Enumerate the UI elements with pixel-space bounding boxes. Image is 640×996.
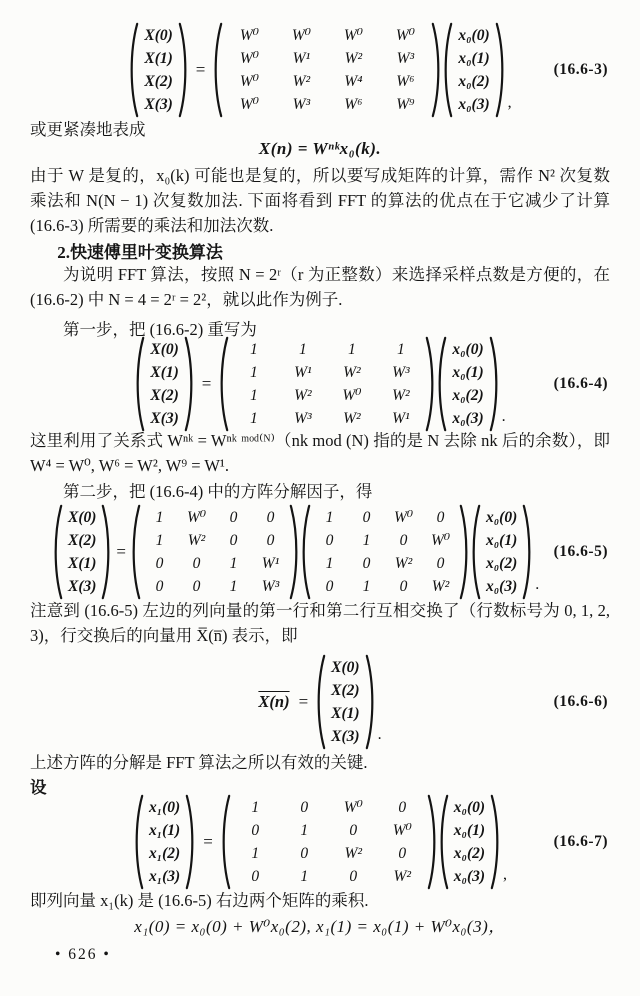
matrix-row: [223, 93, 431, 116]
matrix-cell: 0: [192, 578, 201, 595]
matrix-cell: W²: [294, 387, 312, 404]
right-paren-icon: [459, 504, 470, 600]
matrix-cell: W³: [392, 364, 410, 381]
rhs-vector: [453, 24, 494, 116]
matrix-cell: 0: [325, 532, 334, 549]
trailing-punctuation: ,: [503, 866, 508, 883]
vector-entry: X(2): [144, 73, 173, 90]
factor-matrix-b: [311, 506, 459, 598]
matrix-row: [311, 575, 459, 598]
left-paren-icon: [436, 336, 447, 432]
equation-body: [30, 334, 610, 434]
matrix-row: [229, 361, 425, 384]
matrix-cell: W⁰: [342, 387, 362, 404]
matrix-cell: W²: [344, 50, 363, 67]
matrix-cell: W⁶: [344, 96, 363, 113]
matrix-cell: 0: [325, 578, 334, 595]
matrix-row: [231, 842, 427, 865]
matrix-cell: 0: [300, 799, 309, 816]
matrix-cell: 1: [250, 410, 258, 427]
compact-intro-line: 或更紧凑地表成: [30, 120, 146, 139]
matrix-cell: 0: [229, 509, 238, 526]
trailing-punctuation: ,: [507, 94, 512, 111]
matrix-row: [231, 865, 427, 888]
right-paren-icon: [289, 504, 300, 600]
vector-entry: x₀(0): [452, 341, 484, 358]
right-paren-icon: [178, 22, 189, 118]
step1-lead-line: 第一步，把 (16.6-2) 重写为: [63, 320, 257, 339]
matrix-row: [311, 529, 459, 552]
right-paren-icon: [425, 336, 436, 432]
matrix-cell: 0: [349, 868, 358, 885]
vector-entry: x₀(2): [458, 73, 490, 90]
matrix-cell: W²: [343, 364, 361, 381]
page-number: • 626 •: [55, 946, 111, 963]
left-paren-icon: [128, 22, 139, 118]
vector-entry: x₀(1): [453, 822, 486, 839]
matrix-cell: 0: [399, 532, 408, 549]
let-label: 设: [30, 778, 47, 797]
matrix-cell: W⁰: [186, 509, 207, 526]
matrix-cell: W⁴: [344, 73, 363, 90]
matrix-cell: 0: [251, 822, 260, 839]
matrix-cell: W²: [392, 387, 410, 404]
vector-entry: X(0): [68, 509, 97, 526]
rhs-vector: [447, 338, 488, 430]
left-paren-icon: [134, 336, 145, 432]
vector-entry: x₀(0): [486, 509, 518, 526]
matrix-cell: W¹: [294, 364, 312, 381]
left-paren-icon: [212, 22, 223, 118]
matrix-cell: 1: [250, 364, 258, 381]
vector-entry: X(1): [144, 50, 173, 67]
vector-entry: X(0): [144, 27, 173, 44]
equation-label: (16.6-5): [553, 543, 608, 560]
equation-16-6-3: [30, 20, 610, 120]
matrix-cell: W²: [187, 532, 206, 549]
matrix-row: [311, 552, 459, 575]
matrix-cell: W⁰: [393, 509, 414, 526]
vector-entry: X(0): [331, 659, 360, 676]
vector-entry: X(1): [331, 705, 360, 722]
equals-sign: =: [203, 832, 213, 851]
matrix-cell: 0: [155, 578, 164, 595]
left-paren-icon: [442, 22, 453, 118]
matrix-cell: W⁰: [239, 96, 259, 113]
matrix-row: [141, 575, 289, 598]
matrix-cell: 0: [362, 509, 371, 526]
trailing-punctuation: .: [377, 726, 382, 743]
vector-entry: X(2): [331, 682, 360, 699]
equals-sign: =: [201, 374, 212, 393]
equals-sign: =: [116, 542, 127, 561]
equation-16-6-6: [30, 652, 610, 752]
vector-entry: x₁(3): [148, 868, 181, 885]
matrix-cell: 0: [399, 578, 408, 595]
left-paren-icon: [438, 794, 449, 890]
matrix-cell: W⁰: [395, 27, 415, 44]
matrix-cell: 1: [348, 341, 356, 358]
equals-sign: =: [195, 60, 206, 79]
right-paren-icon: [522, 504, 533, 600]
vector-entry: X(1): [150, 364, 179, 381]
matrix-cell: W³: [292, 96, 311, 113]
matrix-cell: W²: [343, 410, 361, 427]
equation-body: [30, 792, 610, 892]
factor-matrix: [231, 796, 427, 888]
matrix-cell: W³: [261, 578, 280, 595]
matrix-cell: W⁰: [343, 27, 363, 44]
matrix-cell: 0: [398, 845, 407, 862]
left-paren-icon: [52, 504, 63, 600]
vector-entry: x₁(0): [148, 799, 181, 816]
vector-entry: X(3): [150, 410, 179, 427]
vector-entry: x₀(0): [458, 27, 490, 44]
right-paren-icon: [101, 504, 112, 600]
equation-16-6-5: [30, 502, 610, 602]
matrix-cell: 1: [251, 845, 260, 862]
vector-entry: x₀(2): [453, 845, 486, 862]
vector-entry: x₀(3): [486, 578, 518, 595]
matrix-cell: W²: [394, 555, 413, 572]
matrix-cell: W⁰: [239, 27, 259, 44]
paragraph-key: 上述方阵的分解是 FFT 算法之所以有效的关键.: [30, 753, 368, 772]
matrix-cell: W⁰: [291, 27, 311, 44]
left-paren-icon: [220, 794, 231, 890]
matrix-cell: 0: [266, 532, 275, 549]
matrix-cell: W²: [393, 868, 412, 885]
left-paren-icon: [315, 654, 326, 750]
matrix-row: [141, 506, 289, 529]
vector-entry: X(0): [150, 341, 179, 358]
matrix-row: [229, 407, 425, 430]
trailing-punctuation: .: [501, 408, 506, 425]
matrix-cell: 1: [362, 578, 371, 595]
paragraph-mod-relation: 这里利用了关系式 Wⁿᵏ = Wⁿᵏ ᵐᵒᵈ⁽ᴺ⁾（nk mod (N) 指的是 N 去除 nk 后的余数），即 W⁴ = W⁰, W⁶ = W², W⁹ = W¹.: [30, 431, 610, 475]
right-paren-icon: [184, 336, 195, 432]
vector-entry: X(3): [331, 728, 360, 745]
vector-entry: x₀(1): [486, 532, 518, 549]
matrix-cell: 0: [362, 555, 371, 572]
matrix-cell: W⁹: [396, 96, 415, 113]
vector-entry: x₀(2): [486, 555, 518, 572]
matrix-cell: 0: [300, 845, 309, 862]
left-paren-icon: [300, 504, 311, 600]
vector-entry: x₀(3): [452, 410, 484, 427]
left-paren-icon: [218, 336, 229, 432]
compact-equation: X(n) = Wⁿᵏx₀(k).: [258, 139, 382, 158]
matrix-cell: 1: [250, 387, 258, 404]
matrix-row: [231, 796, 427, 819]
matrix-cell: 1: [251, 799, 260, 816]
matrix-cell: 0: [398, 799, 407, 816]
matrix-cell: W⁶: [396, 73, 415, 90]
vector-entry: x₀(1): [452, 364, 484, 381]
matrix-cell: 0: [436, 555, 445, 572]
section-heading: 2.快速傅里叶变换算法: [57, 243, 223, 262]
left-paren-icon: [133, 794, 144, 890]
right-paren-icon: [495, 22, 506, 118]
matrix-cell: 0: [192, 555, 201, 572]
matrix-cell: 1: [325, 509, 334, 526]
right-paren-icon: [427, 794, 438, 890]
equation-16-6-4: [30, 334, 610, 434]
matrix-cell: 0: [229, 532, 238, 549]
matrix-cell: W²: [344, 845, 363, 862]
equation-body: [30, 502, 610, 602]
vector-entry: X(2): [150, 387, 179, 404]
butterfly-equation: x₁(0) = x₀(0) + W⁰x₀(2), x₁(1) = x₀(1) + W⁰x₀(3)，: [134, 917, 506, 936]
matrix-cell: 1: [155, 509, 164, 526]
vector-entry: x₁(2): [148, 845, 181, 862]
matrix-row: [223, 24, 431, 47]
vector-entry: x₀(0): [453, 799, 486, 816]
rhs-vector: [481, 506, 522, 598]
matrix-cell: 0: [155, 555, 164, 572]
equation-label: (16.6-7): [553, 833, 608, 850]
w-matrix: [229, 338, 425, 430]
step2-lead-line: 第二步，把 (16.6-4) 中的方阵分解因子，得: [63, 482, 373, 501]
trailing-punctuation: .: [535, 576, 540, 593]
matrix-cell: W⁰: [239, 73, 259, 90]
left-paren-icon: [130, 504, 141, 600]
matrix-cell: W⁰: [430, 532, 451, 549]
matrix-cell: W²: [431, 578, 450, 595]
matrix-cell: 1: [155, 532, 164, 549]
lhs-vector: [145, 338, 183, 430]
matrix-cell: 0: [349, 822, 358, 839]
vector-entry: x₀(3): [458, 96, 490, 113]
w-matrix: [223, 24, 431, 116]
matrix-row: [223, 70, 431, 93]
right-paren-icon: [489, 336, 500, 432]
matrix-cell: W⁰: [239, 50, 259, 67]
matrix-cell: W¹: [392, 410, 410, 427]
paragraph-row-swap: 注意到 (16.6-5) 左边的列向量的第一行和第二行互相交换了（行数标号为 0, 1, 2, 3)，行交换后的向量用 X̅(n̅) 表示，即: [30, 601, 610, 645]
matrix-cell: 1: [325, 555, 334, 572]
right-paren-icon: [431, 22, 442, 118]
factor-matrix-a: [141, 506, 289, 598]
matrix-row: [141, 552, 289, 575]
matrix-cell: 1: [300, 868, 309, 885]
matrix-cell: 1: [299, 341, 307, 358]
barred-vector-symbol: X(n): [258, 692, 290, 711]
equation-16-6-7: [30, 792, 610, 892]
vector-entry: x₀(2): [452, 387, 484, 404]
equals-sign: =: [298, 692, 309, 711]
vector-entry: x₀(3): [453, 868, 486, 885]
matrix-cell: W¹: [261, 555, 280, 572]
rhs-vector: [449, 796, 490, 888]
equation-body: [30, 652, 610, 752]
right-paren-icon: [365, 654, 376, 750]
matrix-row: [223, 47, 431, 70]
vector-entry: x₁(1): [148, 822, 181, 839]
matrix-cell: 1: [250, 341, 258, 358]
matrix-cell: 0: [266, 509, 275, 526]
matrix-cell: 1: [362, 532, 371, 549]
matrix-cell: W¹: [292, 50, 311, 67]
left-paren-icon: [470, 504, 481, 600]
paragraph-product: 即列向量 x₁(k) 是 (16.6-5) 右边两个矩阵的乘积.: [30, 891, 369, 910]
matrix-row: [231, 819, 427, 842]
right-paren-icon: [185, 794, 196, 890]
matrix-cell: W³: [396, 50, 415, 67]
vector-entry: X(3): [68, 578, 97, 595]
matrix-cell: W⁰: [343, 799, 363, 816]
vector-entry: X(2): [68, 532, 97, 549]
matrix-cell: 0: [436, 509, 445, 526]
lhs-vector: [139, 24, 177, 116]
matrix-cell: 1: [229, 578, 238, 595]
paragraph-fft-intro: 为说明 FFT 算法，按照 N = 2ʳ（r 为正整数）来选择采样点数是方便的，在 (16.6-2) 中 N = 4 = 2ʳ = 2²，就以此作为例子.: [30, 265, 610, 309]
matrix-row: [311, 506, 459, 529]
matrix-cell: 1: [397, 341, 405, 358]
matrix-cell: W⁰: [392, 822, 412, 839]
lhs-vector: [144, 796, 185, 888]
equation-label: (16.6-3): [553, 61, 608, 78]
matrix-row: [229, 384, 425, 407]
equation-label: (16.6-6): [553, 693, 608, 710]
swapped-vector: [326, 656, 364, 748]
vector-entry: x₀(1): [458, 50, 490, 67]
paragraph-complexity: 由于 W 是复的，x₀(k) 可能也是复的，所以要写成矩阵的计算，需作 N² 次复数乘法和 N(N − 1) 次复数加法. 下面将看到 FFT 的算法的优点在于它减少了计算 (16.6-3) 所需要的乘法和加法次数.: [30, 166, 610, 235]
lhs-vector: [63, 506, 101, 598]
matrix-row: [229, 338, 425, 361]
matrix-cell: 1: [229, 555, 238, 572]
matrix-cell: W²: [292, 73, 311, 90]
matrix-cell: 0: [251, 868, 260, 885]
matrix-cell: 1: [300, 822, 309, 839]
vector-entry: X(3): [144, 96, 173, 113]
vector-entry: X(1): [68, 555, 97, 572]
equation-label: (16.6-4): [553, 375, 608, 392]
matrix-row: [141, 529, 289, 552]
right-paren-icon: [490, 794, 501, 890]
equation-body: [30, 20, 610, 120]
matrix-cell: W³: [294, 410, 312, 427]
